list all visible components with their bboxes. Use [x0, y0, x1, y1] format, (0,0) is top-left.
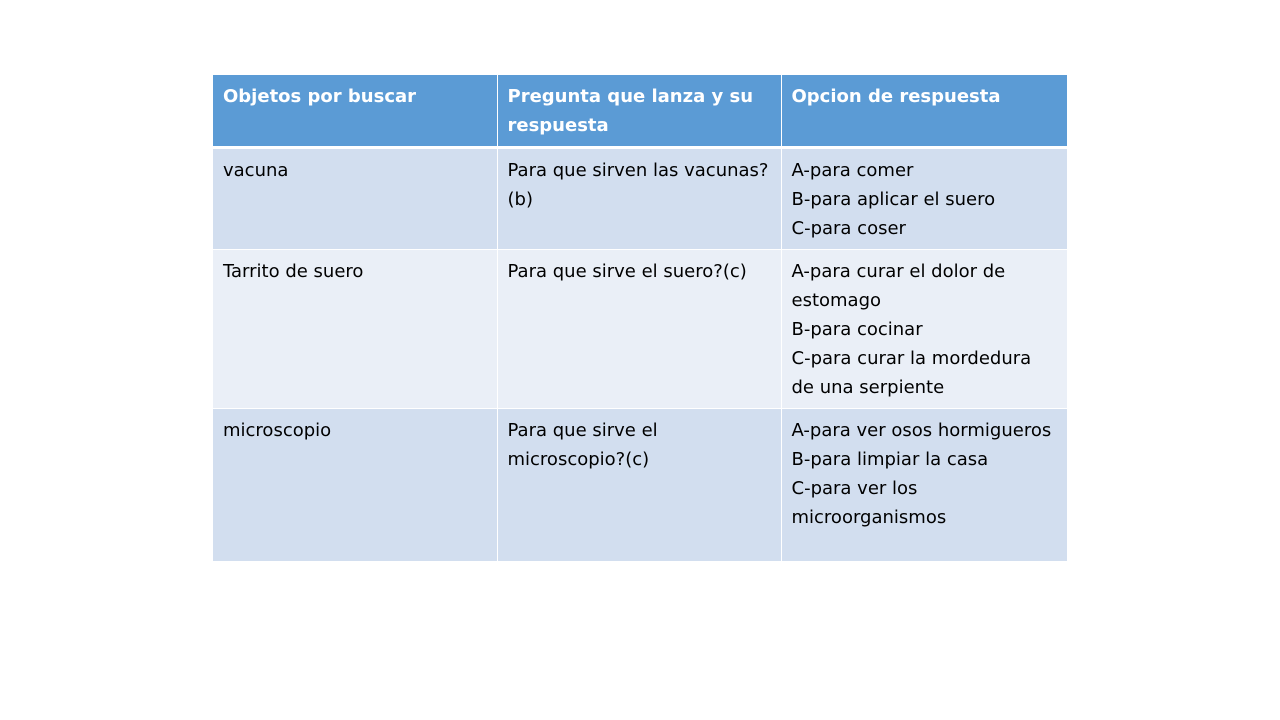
- object-cell: Tarrito de suero: [213, 250, 497, 409]
- object-cell: vacuna: [213, 148, 497, 250]
- question-cell: Para que sirve el suero?(c): [497, 250, 781, 409]
- table-row: [213, 250, 1067, 409]
- question-cell: Para que sirven las vacunas? (b): [497, 148, 781, 250]
- options-cell: [781, 148, 1067, 250]
- option-b: B-para limpiar la casa: [791, 449, 989, 470]
- option-b: B-para aplicar el suero: [791, 189, 996, 210]
- table-row: [213, 409, 1067, 562]
- question-cell: Para que sirve el microscopio?(c): [497, 409, 781, 562]
- option-c: C-para curar la mordedura de una serpiente: [791, 348, 1032, 398]
- header-question: Pregunta que lanza y su respuesta: [497, 75, 781, 148]
- option-c: C-para coser: [791, 218, 906, 239]
- header-options: Opcion de respuesta: [781, 75, 1067, 148]
- option-b: B-para cocinar: [791, 319, 923, 340]
- quiz-table: [213, 75, 1067, 562]
- option-a: A-para curar el dolor de estomago: [791, 261, 1006, 311]
- options-cell: [781, 409, 1067, 562]
- option-c: C-para ver los microorganismos: [791, 478, 947, 528]
- table-row: [213, 148, 1067, 250]
- object-cell: microscopio: [213, 409, 497, 562]
- table-header-row: [213, 75, 1067, 148]
- option-a: A-para ver osos hormigueros: [791, 420, 1052, 441]
- header-objects: Objetos por buscar: [213, 75, 497, 148]
- options-cell: [781, 250, 1067, 409]
- option-a: A-para comer: [791, 160, 914, 181]
